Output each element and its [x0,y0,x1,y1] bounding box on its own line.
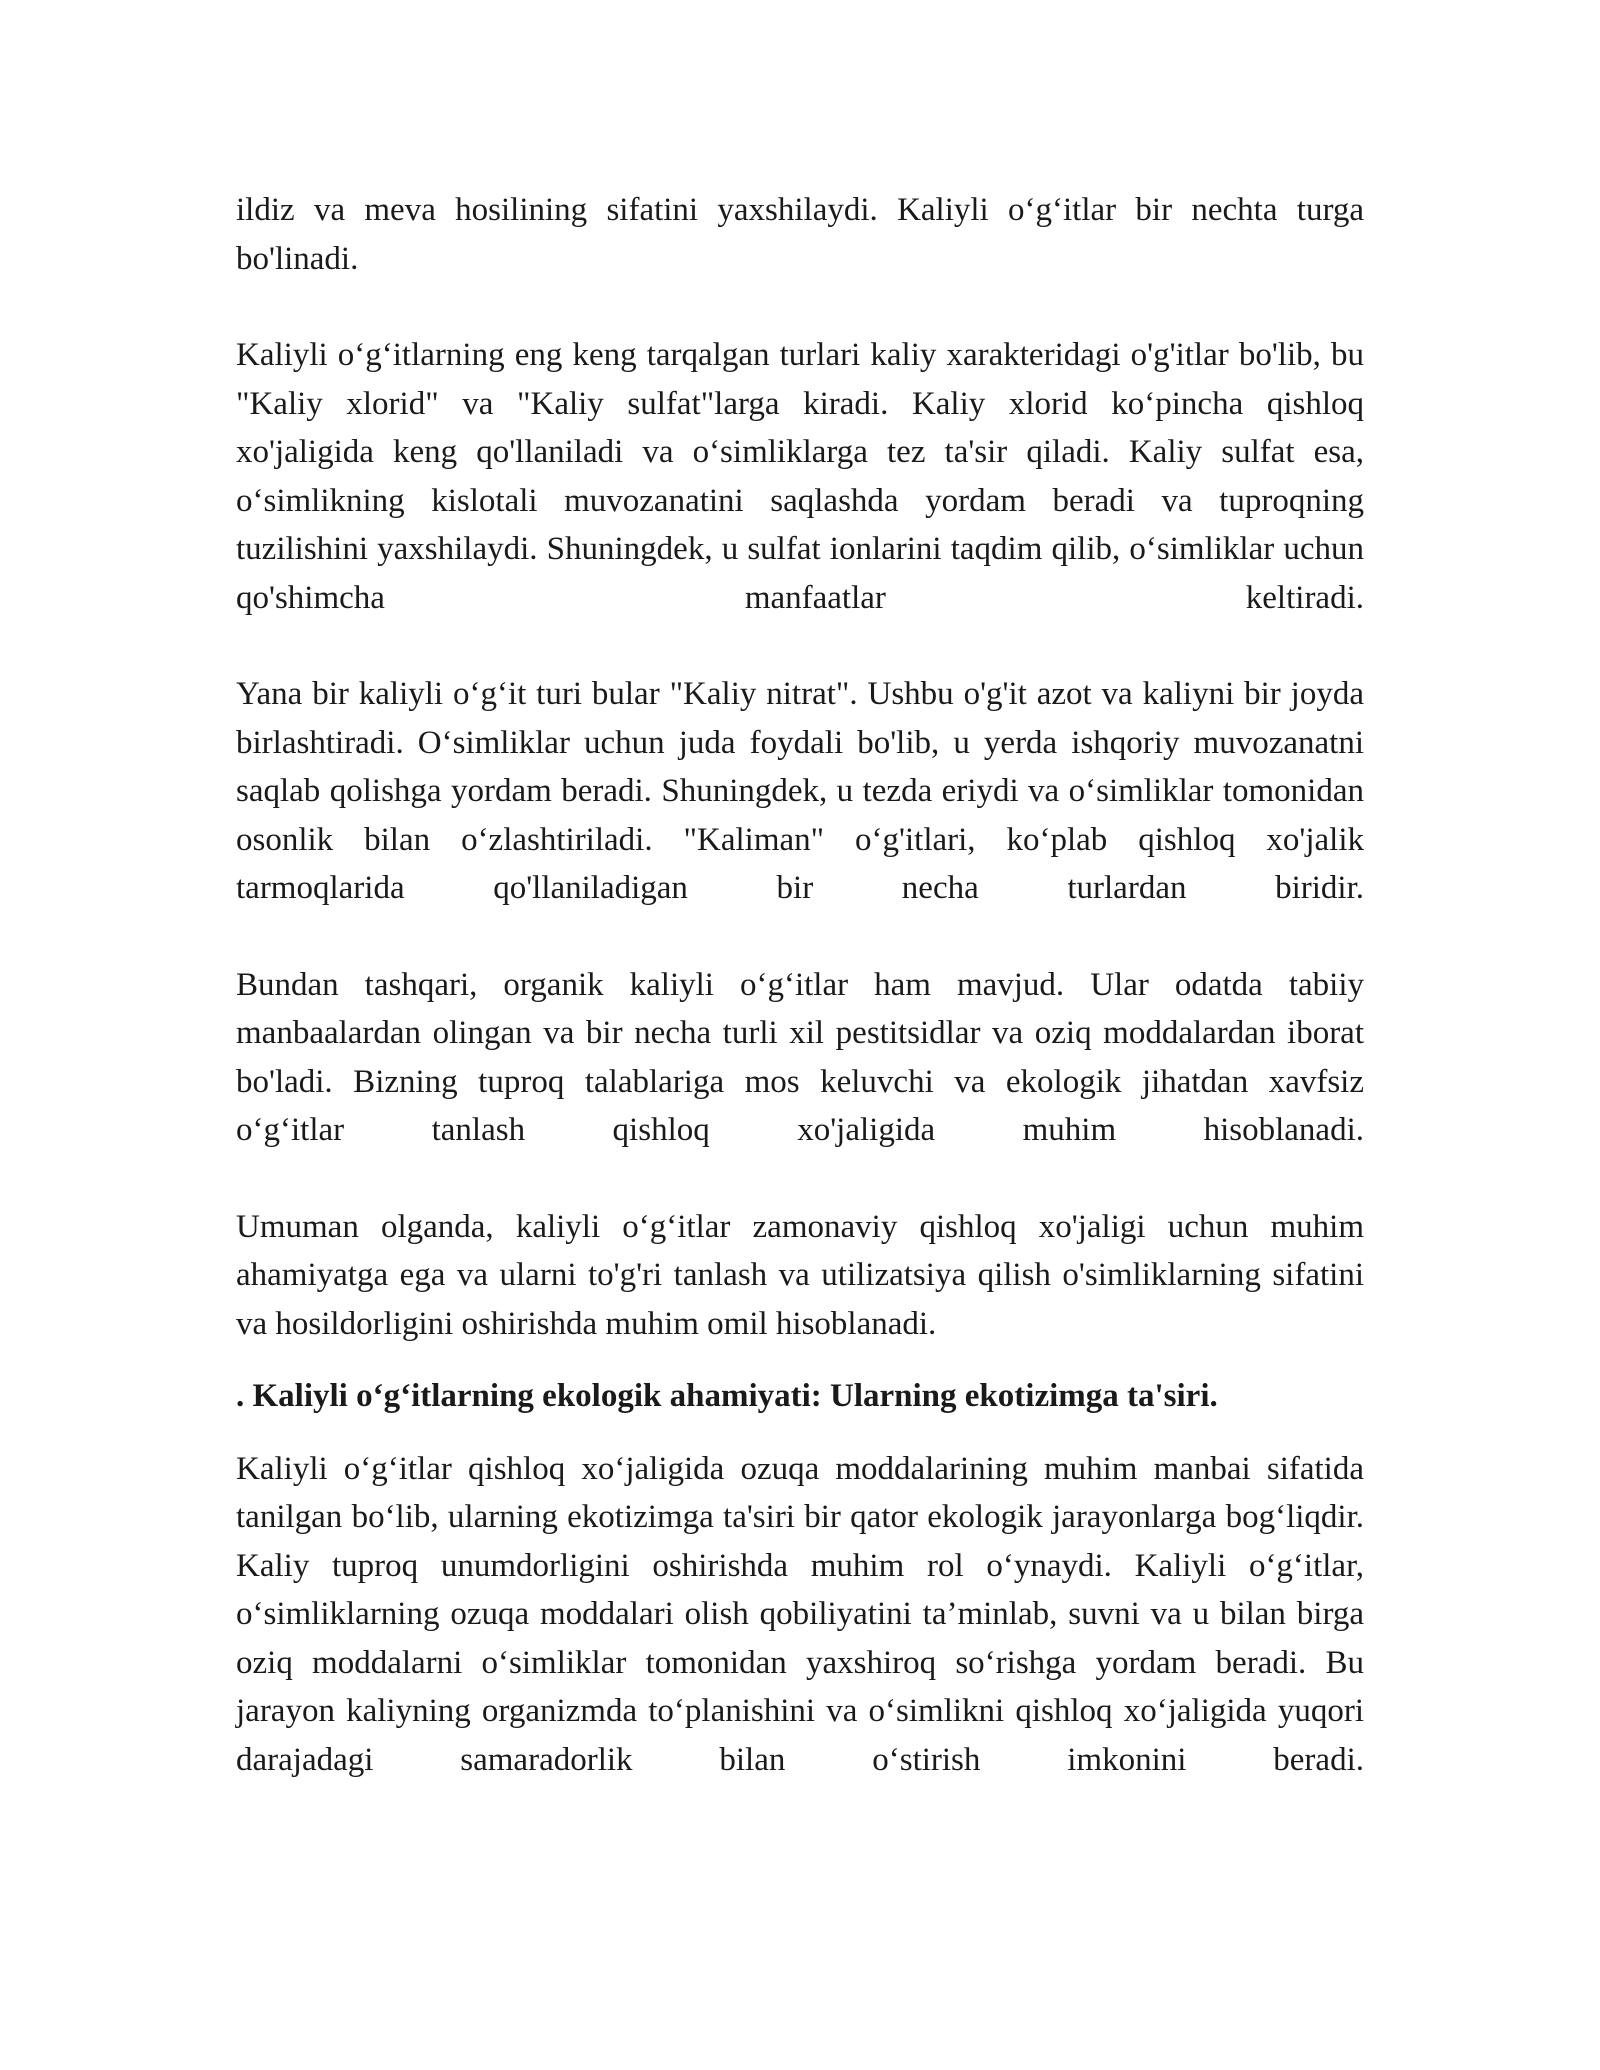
document-page [236,186,1364,1784]
paragraph-potassium-nitrate: Yana bir kaliyli o‘g‘it turi bular "Kaliy nitrat". Ushbu o'g'it azot va kaliyni bir joyda birlashtiradi. O‘simliklar uchun juda foydali bo'lib, u yerda ishqoriy muvozanatni saqlab qolishga yordam beradi. Shuningdek, u tezda eriydi va o‘simliklar tomonidan osonlik bilan o‘zlashtiriladi. "Kaliman" o‘g'itlari, ko‘plab qishloq xo'jalik tarmoqlarida qo'llaniladigan bir necha turlardan biridir. [236,676,1364,906]
paragraph-organic-fertilizers: Bundan tashqari, organik kaliyli o‘g‘itlar ham mavjud. Ular odatda tabiiy manbaalardan olingan va bir necha turli xil pestitsidlar va oziq moddalardan iborat bo'ladi. Bizning tuproq talablariga mos keluvchi va ekologik jihatdan xavfsiz o‘g‘itlar tanlash qishloq xo'jaligida muhim hisoblanadi. [236,966,1364,1148]
paragraph-intro: ildiz va meva hosilining sifatini yaxshilaydi. Kaliyli o‘g‘itlar bir nechta turga bo'linadi. [236,192,1364,277]
section-heading: . Kaliyli o‘g‘itlarning ekologik ahamiyati: Ularning ekotizimga ta'siri. [236,1378,1218,1414]
paragraph-potassium-types: Kaliyli o‘g‘itlarning eng keng tarqalgan turlari kaliy xarakteridagi o'g'itlar bo'lib, bu "Kaliy xlorid" va "Kaliy sulfat"larga kiradi. Kaliy xlorid ko‘pincha qishloq xo'jaligida keng qo'llaniladi va o‘simliklarga tez ta'sir qiladi. Kaliy sulfat esa, o‘simlikning kislotali muvozanatini saqlashda yordam beradi va tuproqning tuzilishini yaxshilaydi. Shuningdek, u sulfat ionlarini taqdim qilib, o‘simliklar uchun qo'shimcha manfaatlar keltiradi. [236,337,1364,616]
paragraph-summary: Umuman olganda, kaliyli o‘g‘itlar zamonaviy qishloq xo'jaligi uchun muhim ahamiyatga ega va ularni to'g'ri tanlash va utilizatsiya qilish o'simliklarning sifatini va hosildorligini oshirishda muhim omil hisoblanadi. [236,1208,1364,1342]
paragraph-ecological-impact: Kaliyli o‘g‘itlar qishloq xo‘jaligida ozuqa moddalarining muhim manbai sifatida tanilgan bo‘lib, ularning ekotizimga ta'siri bir qator ekologik jarayonlarga bog‘liqdir. Kaliy tuproq unumdorligini oshirishda muhim rol o‘ynaydi. Kaliyli o‘g‘itlar, o‘simliklarning ozuqa moddalari olish qobiliyatini ta’minlab, suvni va u bilan birga oziq moddalarni o‘simliklar tomonidan yaxshiroq so‘rishga yordam beradi. Bu jarayon kaliyning organizmda to‘planishini va o‘simlikni qishloq xo‘jaligida yuqori darajadagi samaradorlik bilan o‘stirish imkonini beradi. [236,1450,1364,1778]
